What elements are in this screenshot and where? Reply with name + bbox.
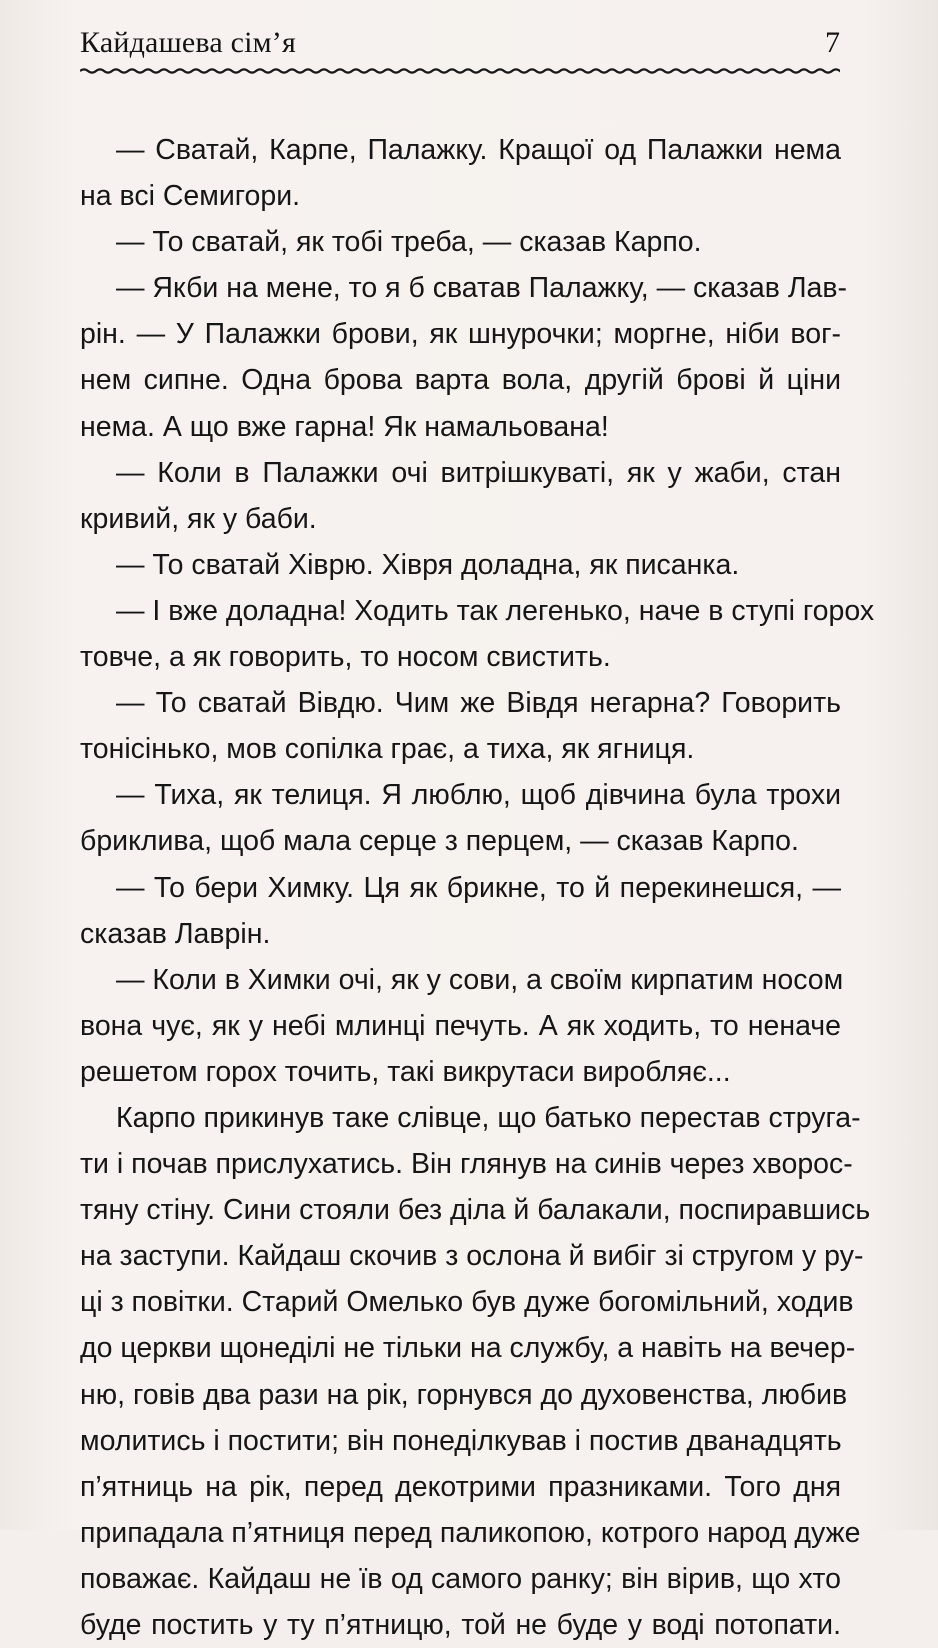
text-line: ці з повітки. Старий Омелько був дуже богомільний, ходив	[80, 1286, 854, 1319]
text-line: — Коли в Химки очі, як у сови, а своїм кирпатим носом	[116, 963, 844, 996]
text-line: нем сипне. Одна брова варта вола, другій брові й ціни	[80, 364, 841, 397]
text-line: бриклива, щоб мала серце з перцем, — сказав Карпо.	[80, 825, 799, 858]
text-line: — То сватай Хіврю. Хівря доладна, як писанка.	[116, 548, 740, 581]
page-number: 7	[825, 26, 840, 59]
text-line: рін. — У Палажки брови, як шнурочки; моргне, ніби вог-	[80, 318, 841, 351]
text-line: кривий, як у баби.	[80, 502, 317, 535]
text-line: припадала п’ятниця перед паликопою, котрого народ дуже	[80, 1516, 861, 1549]
text-line: — Якби на мене, то я б сватав Палажку, — сказав Лав-	[116, 272, 848, 305]
text-line: товче, а як говорить, то носом свистить.	[80, 641, 611, 674]
text-line: буде постить у ту п’ятницю, той не буде у воді потопати.	[80, 1609, 841, 1641]
text-line: вона чує, як у небі млинці печуть. А як ходить, то неначе	[80, 1009, 841, 1042]
text-line: решетом горох точить, такі викрутаси виробляє...	[80, 1055, 731, 1088]
text-line: — То сватай Вівдю. Чим же Вівдя негарна? Говорить	[116, 687, 841, 720]
text-line: ню, говів два рази на рік, горнувся до духовенства, любив	[80, 1378, 848, 1411]
wavy-divider	[80, 62, 840, 80]
text-line: — Сватай, Карпе, Палажку. Кращої од Палажки нема	[116, 134, 841, 166]
text-line: на всі Семигори.	[80, 180, 301, 213]
body-text	[80, 127, 875, 1648]
text-line: — Тиха, як телиця. Я люблю, щоб дівчина була трохи	[116, 779, 841, 812]
text-line: п’ятниць на рік, перед декотрими празниками. Того дня	[80, 1470, 841, 1503]
text-line: — То бери Химку. Ця як брикне, то й перекинешся, —	[116, 871, 841, 904]
text-line: поважає. Кайдаш не їв од самого ранку; він вірив, що хто	[80, 1562, 841, 1595]
text-line: — І вже доладна! Ходить так легенько, наче в ступі горох	[116, 594, 875, 627]
text-line: до церкви щонеділі не тільки на службу, а навіть на вечер-	[80, 1332, 856, 1365]
text-line: ти і почав прислухатись. Він глянув на синів через хворос-	[80, 1148, 853, 1181]
text-line: Карпо прикинув таке слівце, що батько перестав струга-	[116, 1101, 861, 1134]
text-line: — То сватай, як тобі треба, — сказав Карпо.	[116, 226, 702, 259]
running-title: Кайдашева сім’я	[80, 26, 296, 59]
text-line: сказав Лаврін.	[80, 917, 271, 950]
text-line: — Коли в Палажки очі витрішкуваті, як у жаби, стан	[116, 456, 841, 489]
text-line: на заступи. Кайдаш скочив з ослона й вибіг зі стругом у ру-	[80, 1240, 864, 1273]
text-line: тонісінько, мов сопілка грає, а тиха, як ягниця.	[80, 733, 695, 766]
text-line: нема. А що вже гарна! Як намальована!	[80, 410, 609, 443]
text-line: тяну стіну. Сини стояли без діла й балакали, поспиравшись	[80, 1194, 871, 1227]
text-line: молитись і постити; він понеділкував і постив дванадцять	[80, 1424, 842, 1457]
page-header	[80, 22, 840, 62]
